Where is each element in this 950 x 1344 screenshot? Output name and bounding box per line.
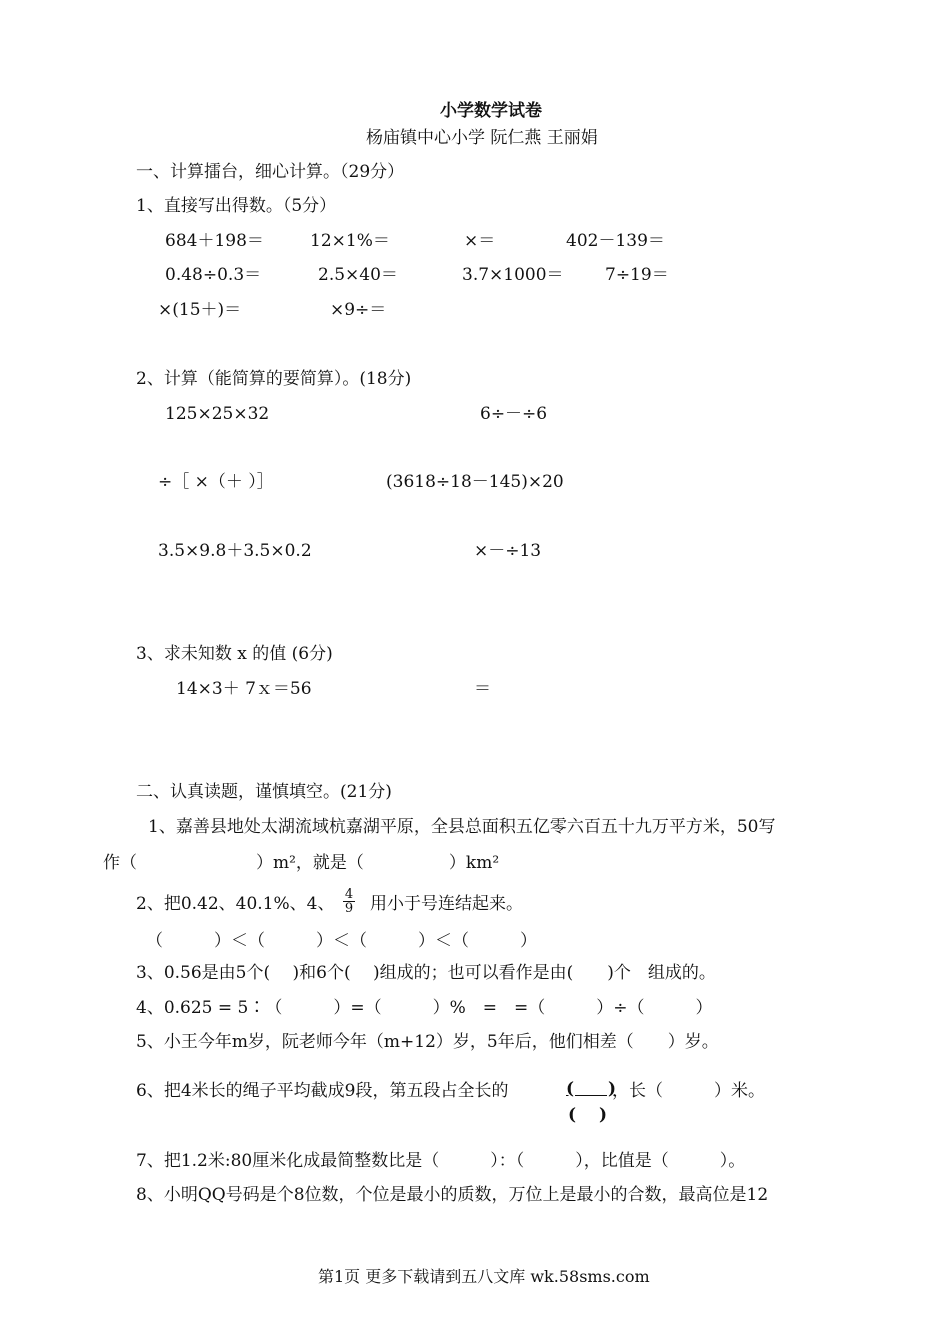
q1-row2-item4: 7÷19＝ (605, 265, 669, 285)
q3-item1: 14×3＋ 7ｘ＝56 (176, 679, 312, 699)
fraction-denominator: 9 (344, 901, 354, 916)
q2-item2: 6÷－÷6 (480, 404, 548, 424)
q1-row3-item2: ×9÷＝ (330, 300, 387, 320)
s2-q2-prefix: 2、把0.42、40.1%、4、 (136, 894, 335, 914)
q1-row2-item3: 3.7×1000＝ (462, 265, 564, 285)
page-subtitle: 杨庙镇中心小学 阮仁燕 王丽娟 (366, 128, 598, 148)
q1-row1-item2: 12×1%＝ (310, 231, 390, 251)
q3-label: 3、求未知数 x 的值 (6分) (136, 644, 333, 664)
q1-row3-item1: ×(15＋)＝ (158, 300, 242, 320)
s2-q7: 7、把1.2米:80厘米化成最简整数比是（ ）：（ ），比值是（ ）。 (136, 1151, 746, 1171)
s2-q2-fraction (343, 888, 355, 915)
q1-row1-item4: 402－139＝ (566, 231, 665, 251)
s2-q3: 3、0.56是由5个( )和6个( )组成的；也可以看作是由( )个 组成的。 (136, 963, 716, 983)
q1-row2-item2: 2.5×40＝ (318, 265, 398, 285)
s2-q1-line2: 作（ ）m²，就是（ ）km² (103, 853, 500, 873)
section2-heading: 二、认真读题，谨慎填空。(21分) (136, 782, 392, 802)
q3-item2: ＝ (474, 679, 491, 699)
page-footer: 第1页 更多下载请到五八文库 wk.58sms.com (318, 1267, 650, 1286)
q2-item1: 125×25×32 (165, 404, 270, 424)
s2-q6-suffix: ，长（ ）米。 (612, 1081, 765, 1101)
s2-q2-suffix: 用小于号连结起来。 (370, 894, 523, 914)
q2-item5: 3.5×9.8＋3.5×0.2 (158, 541, 312, 561)
q1-row1-item3: ×＝ (464, 231, 496, 251)
q2-item3: ÷［ ×（＋ ）］ (158, 472, 274, 492)
q1-label: 1、直接写出得数。（5分） (136, 196, 337, 216)
q1-row2-item1: 0.48÷0.3＝ (165, 265, 262, 285)
s2-q5: 5、小王今年m岁，阮老师今年（m+12）岁，5年后，他们相差（ ）岁。 (136, 1032, 719, 1052)
s2-q4: 4、0.625 = 5∶（ ）=（ ）% = =（ ）÷（ ） (136, 998, 713, 1018)
q2-label: 2、计算（能简算的要简算）。(18分) (136, 369, 412, 389)
page-title: 小学数学试卷 (440, 101, 542, 121)
q2-item4: (3618÷18－145)×20 (386, 472, 564, 492)
s2-q6-prefix: 6、把4米长的绳子平均截成9段，第五段占全长的 (136, 1081, 509, 1101)
section1-heading: 一、计算擂台，细心计算。（29分） (136, 162, 405, 182)
s2-q6-fraction-bottom: ( ) (568, 1105, 608, 1125)
fraction-numerator: 4 (344, 887, 354, 902)
s2-q6-fraction-top: ( ) (566, 1079, 617, 1099)
s2-q1-line1: 1、嘉善县地处太湖流域杭嘉湖平原，全县总面积五亿零六百五十九万平方米，50写 (148, 817, 776, 837)
q1-row1-item1: 684＋198＝ (165, 231, 264, 251)
s2-q2-blanks: （ ）＜（ ）＜（ ）＜（ ） (146, 931, 537, 951)
q2-item6: ×－÷13 (474, 541, 542, 561)
s2-q8: 8、小明QQ号码是个8位数，个位是最小的质数，万位上是最小的合数，最高位是12 (136, 1185, 769, 1205)
